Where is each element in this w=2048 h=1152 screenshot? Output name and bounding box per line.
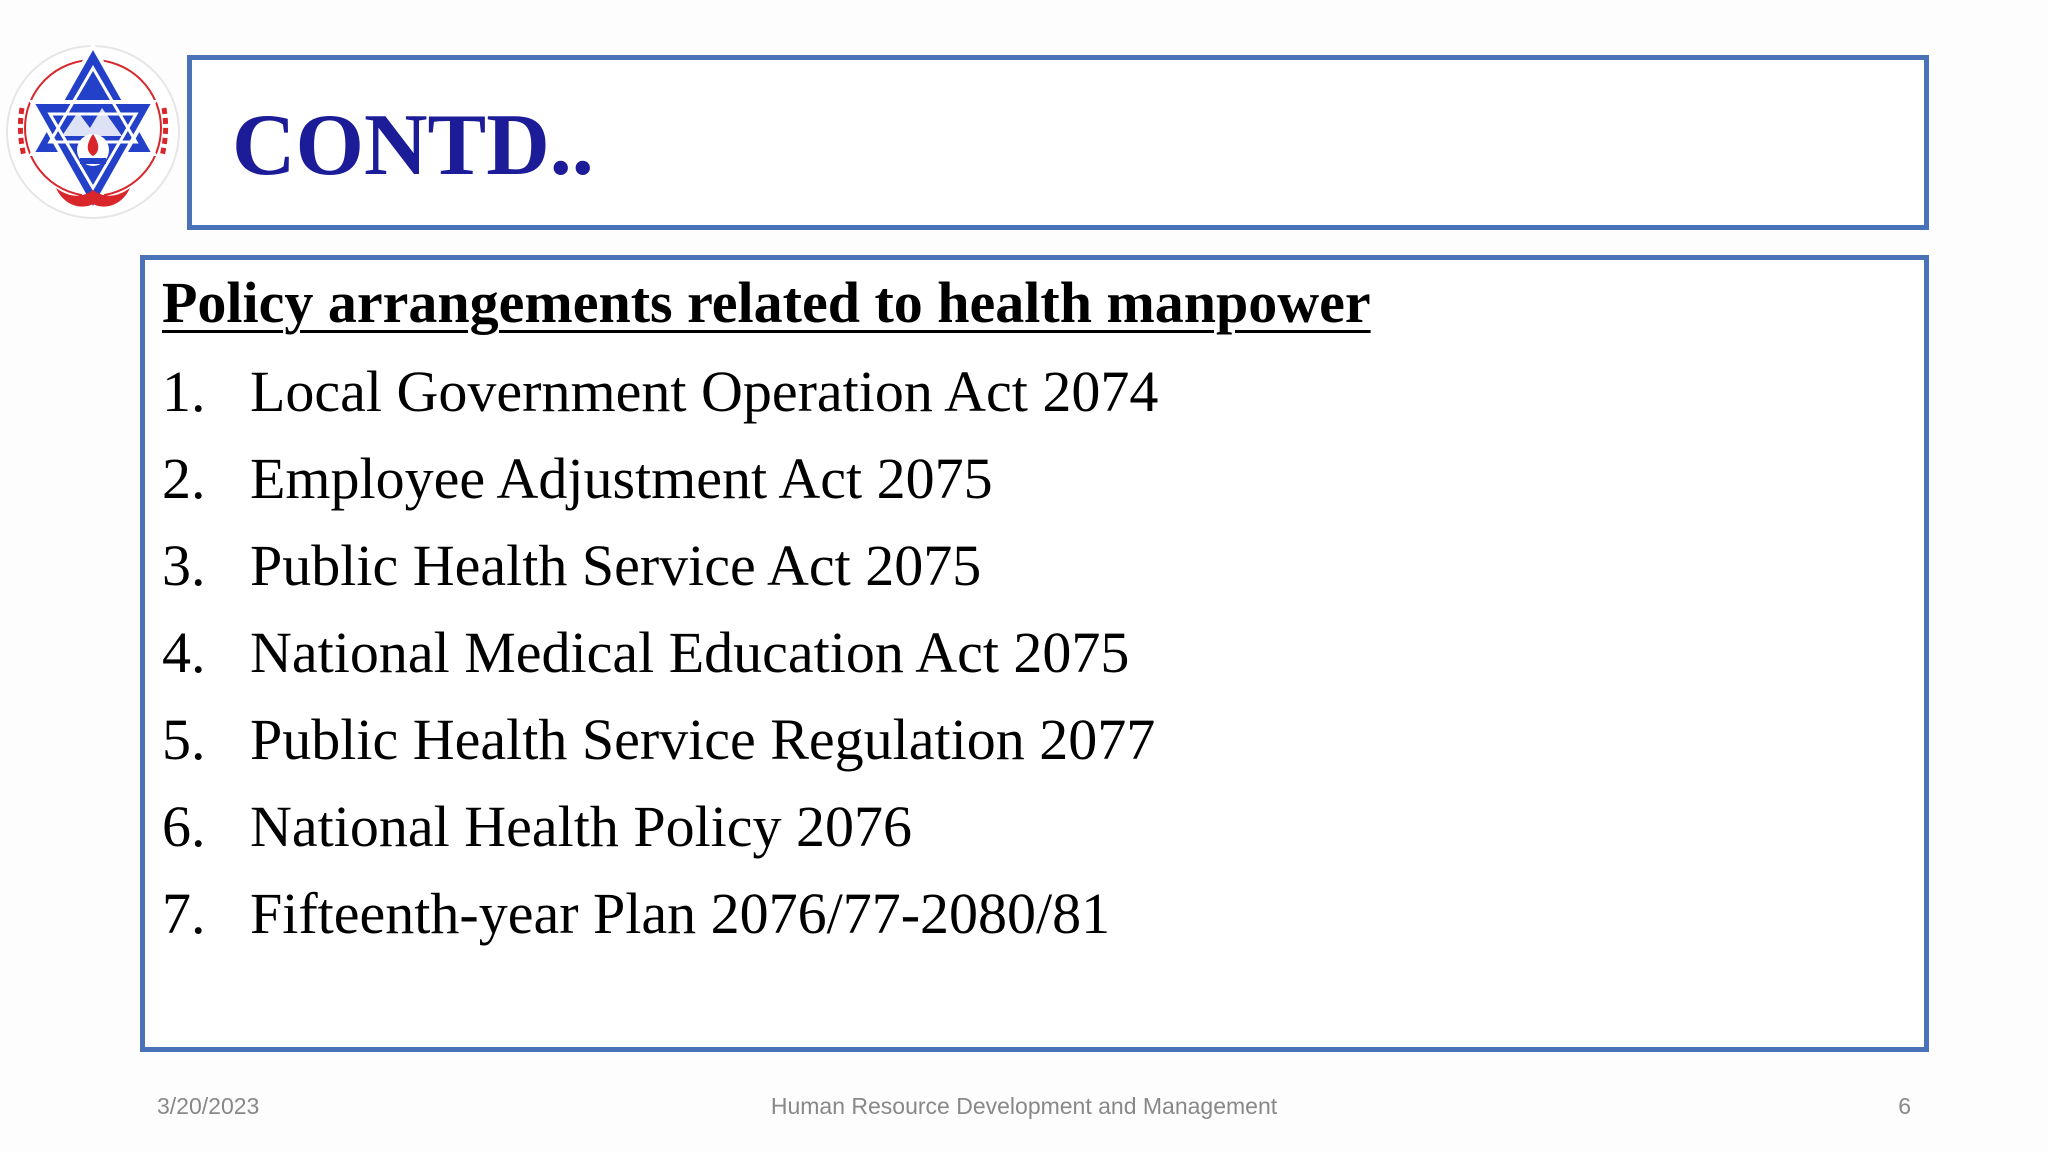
slide-title: CONTD.. xyxy=(232,97,594,194)
list-item-text: Public Health Service Regulation 2077 xyxy=(250,707,1156,772)
footer-title: Human Resource Development and Management xyxy=(770,1093,1278,1119)
list-item xyxy=(162,348,1158,435)
policy-list xyxy=(162,348,1158,957)
list-item-text: Employee Adjustment Act 2075 xyxy=(250,446,993,511)
list-item-text: National Medical Education Act 2075 xyxy=(250,620,1130,685)
list-item xyxy=(162,522,1158,609)
list-item-number: 3. xyxy=(162,533,206,598)
list-item xyxy=(162,696,1158,783)
page-number: 6 xyxy=(1898,1093,1911,1119)
list-item-text: Public Health Service Act 2075 xyxy=(250,533,982,598)
list-item xyxy=(162,783,1158,870)
list-item xyxy=(162,609,1158,696)
list-item xyxy=(162,870,1158,957)
title-box xyxy=(187,55,1929,230)
list-item-text: Fifteenth-year Plan 2076/77-2080/81 xyxy=(250,881,1111,946)
content-box xyxy=(140,255,1929,1052)
university-seal-icon xyxy=(4,38,182,226)
list-item-number: 6. xyxy=(162,794,206,859)
list-item-number: 4. xyxy=(162,620,206,685)
footer-date: 3/20/2023 xyxy=(157,1093,260,1119)
list-item-number: 1. xyxy=(162,359,206,424)
list-item-number: 7. xyxy=(162,881,206,946)
list-item-number: 5. xyxy=(162,707,206,772)
section-heading: Policy arrangements related to health manpower xyxy=(162,270,1371,335)
list-item-text: National Health Policy 2076 xyxy=(250,794,913,859)
list-item-text: Local Government Operation Act 2074 xyxy=(250,359,1159,424)
list-item-number: 2. xyxy=(162,446,206,511)
list-item xyxy=(162,435,1158,522)
